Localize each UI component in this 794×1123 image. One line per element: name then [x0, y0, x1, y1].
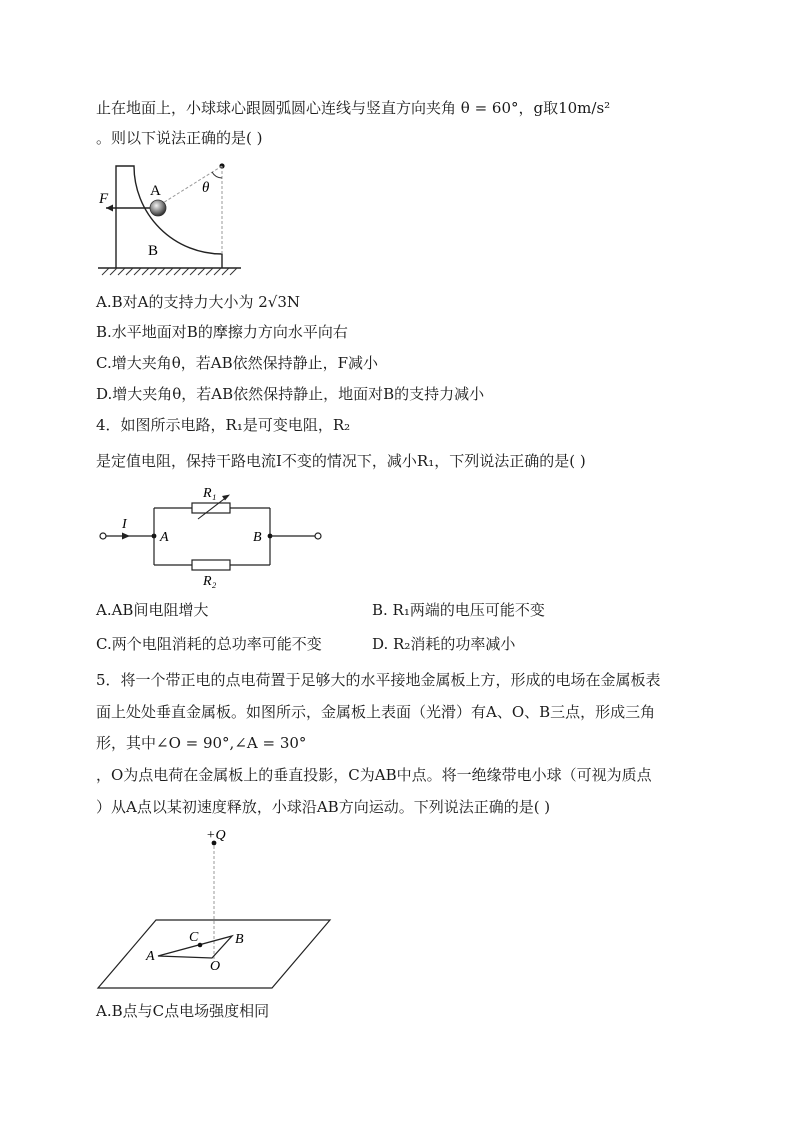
label-a: A — [150, 183, 161, 199]
ball-a — [150, 200, 166, 216]
label-b: B — [148, 243, 159, 259]
right-terminal — [315, 533, 321, 539]
q3-stem-tail: 止在地面上，小球球心跟圆弧圆心连线与竖直方向夹角 θ = 60°，g取10m/s² — [96, 99, 611, 117]
label-node-b: B — [253, 530, 262, 545]
label-a: A — [146, 949, 155, 964]
ground-hatching — [102, 268, 237, 275]
angle-arc — [212, 172, 222, 178]
q4-option-c: C.两个电阻消耗的总功率可能不变 — [96, 635, 322, 653]
label-r2: R₂ — [203, 574, 217, 589]
label-q: +Q — [206, 828, 226, 843]
q3-figure — [96, 158, 246, 276]
label-r1: R₁ — [203, 486, 217, 501]
q4-stem-line2: 是定值电阻，保持干路电流I不变的情况下，减小R₁，下列说法正确的是( ) — [96, 452, 586, 470]
label-b: B — [235, 932, 244, 947]
q4-stem-line1: 4．如图所示电路，R₁是可变电阻，R₂ — [96, 416, 351, 434]
resistor-r2 — [192, 560, 230, 570]
q5-stem-line3: 形，其中∠O = 90°,∠A = 30° — [96, 734, 307, 752]
q4-circuit-figure — [96, 482, 326, 592]
q3-option-b: B.水平地面对B的摩擦力方向水平向右 — [96, 323, 348, 341]
q5-stem-line2: 面上处处垂直金属板。如图所示，金属板上表面（光滑）有A、O、B三点，形成三角 — [96, 703, 656, 721]
current-arrow — [122, 533, 130, 540]
resistor-r1 — [192, 503, 230, 513]
label-o: O — [210, 959, 221, 974]
label-i: I — [122, 517, 127, 532]
left-terminal — [100, 533, 106, 539]
label-theta: θ — [202, 180, 210, 196]
q4-option-d: D. R₂消耗的功率减小 — [372, 635, 516, 653]
q3-option-c: C.增大夹角θ，若AB依然保持静止，F减小 — [96, 354, 379, 372]
q4-option-a: A.AB间电阻增大 — [96, 601, 209, 619]
q5-stem-line4: ，O为点电荷在金属板上的垂直投影，C为AB中点。将一绝缘带电小球（可视为质点 — [96, 766, 652, 784]
q4-option-b: B. R₁两端的电压可能不变 — [372, 601, 545, 619]
q5-stem-line1: 5．将一个带正电的点电荷置于足够大的水平接地金属板上方，形成的电场在金属板表 — [96, 671, 661, 689]
q3-option-a: A.B对A的支持力大小为 2√3N — [96, 293, 300, 311]
q3-stem-end: 。则以下说法正确的是( ) — [96, 129, 263, 147]
point-c — [198, 943, 203, 948]
label-node-a: A — [160, 530, 169, 545]
q3-option-d: D.增大夹角θ，若AB依然保持静止，地面对B的支持力减小 — [96, 385, 485, 403]
label-f: F — [99, 191, 109, 207]
q5-option-a: A.B点与C点电场强度相同 — [96, 1002, 270, 1020]
label-c: C — [189, 930, 199, 945]
q5-stem-line5: ）从A点以某初速度释放，小球沿AB方向运动。下列说法正确的是( ) — [96, 798, 551, 816]
q5-figure — [96, 822, 336, 994]
